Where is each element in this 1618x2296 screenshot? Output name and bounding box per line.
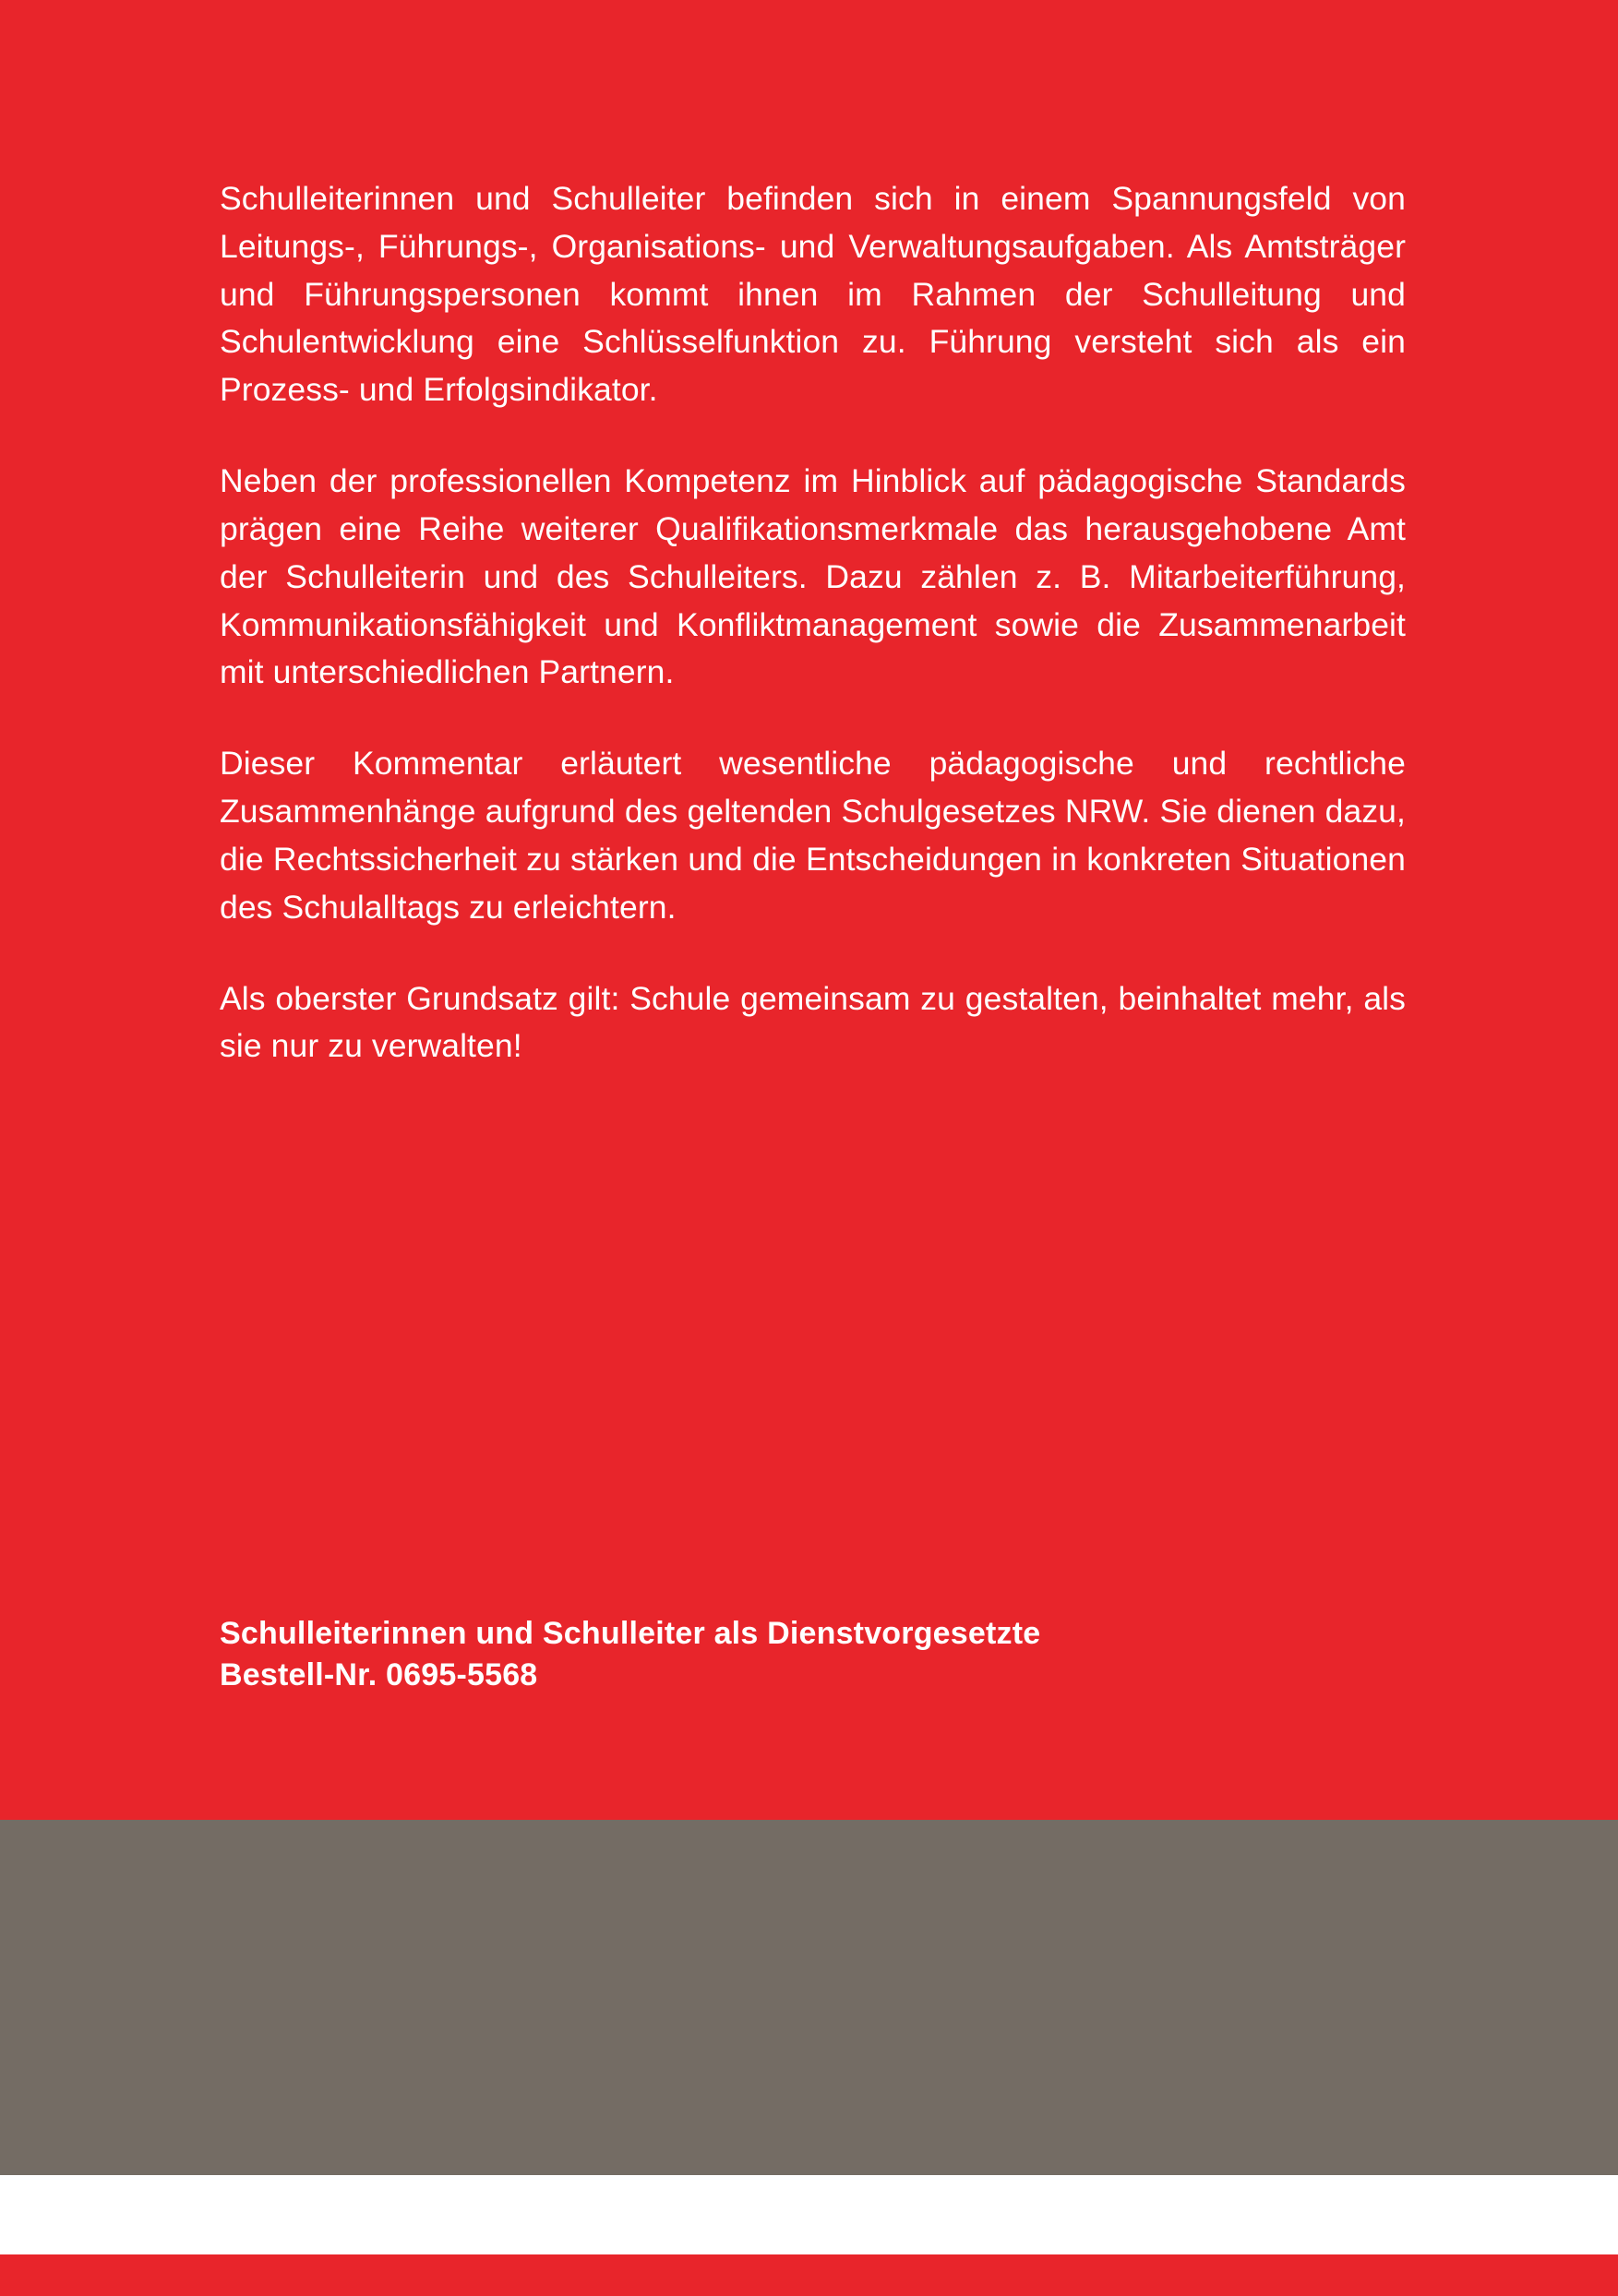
blurb-text-block (220, 175, 1406, 1070)
book-title: Schulleiterinnen und Schulleiter als Dienstvorgesetzte (220, 1616, 1041, 1651)
white-band (0, 2175, 1618, 2254)
order-number: Bestell-Nr. 0695-5568 (220, 1657, 538, 1693)
blurb-paragraph-3: Dieser Kommentar erläutert wesentliche pädagogische und rechtliche Zusammenhänge aufgrund des geltenden Schulgesetzes NRW. Sie dienen dazu, die Rechtssicherheit zu stärken und die Entscheidungen in konkreten Situationen des Schulalltags zu erleichtern. (220, 745, 1406, 926)
blurb-paragraph-4: Als oberster Grundsatz gilt: Schule gemeinsam zu gestalten, beinhaltet mehr, als sie nur zu verwalten! (220, 979, 1406, 1065)
blurb-paragraph-1: Schulleiterinnen und Schulleiter befinden sich in einem Spannungsfeld von Leitungs-, Führungs-, Organisations- und Verwaltungsaufgaben. Als Amtsträger und Führungspersonen kommt ihnen im Rahmen der Schulleitung und Schulentwicklung eine Schlüsselfunktion zu. Führung versteht sich als ein Prozess- und Erfolgsindikator. (220, 180, 1406, 409)
book-title-block (220, 1613, 1406, 1696)
red-footer-band (0, 2254, 1618, 2296)
blurb-paragraph-2: Neben der professionellen Kompetenz im Hinblick auf pädagogische Standards prägen eine Reihe weiterer Qualifikationsmerkmale das herausgehobene Amt der Schulleiterin und des Schulleiters. Dazu zählen z. B. Mitarbeiterführung, Kommunikationsfähigkeit und Konfliktmanagement sowie die Zusammenarbeit mit unterschiedlichen Partnern. (220, 462, 1406, 691)
grey-band (0, 1820, 1618, 2175)
